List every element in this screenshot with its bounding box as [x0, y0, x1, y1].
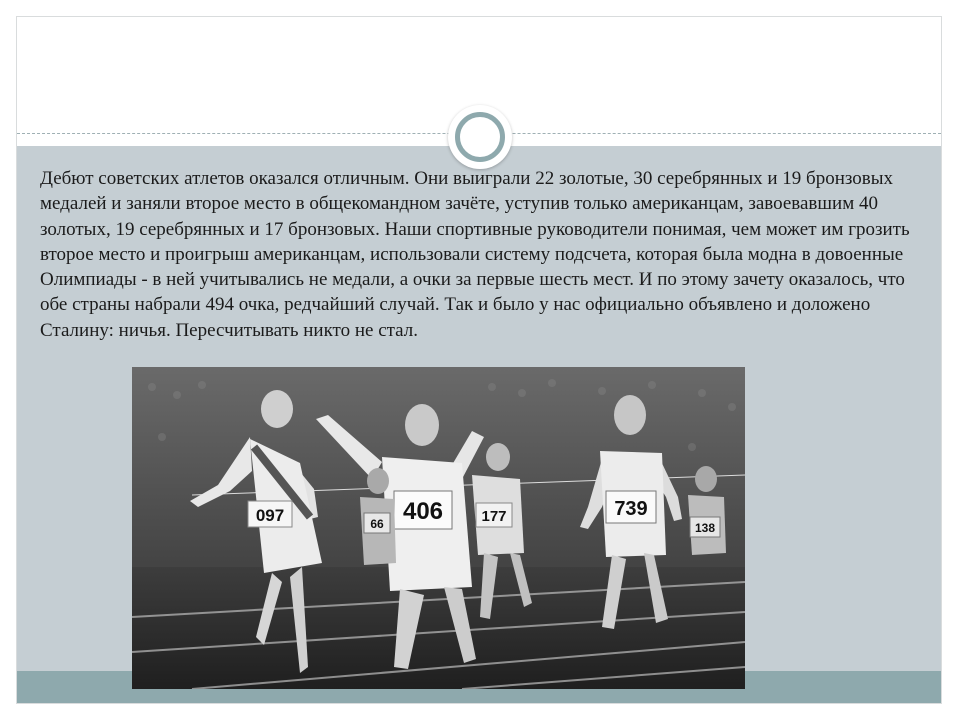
circle-ornament [448, 105, 512, 169]
race-finish-photo [132, 367, 745, 689]
bib-number: 739 [614, 498, 648, 520]
bib-number: 406 [402, 498, 444, 525]
bib-number: 097 [255, 506, 285, 525]
circle-ornament-ring [455, 112, 505, 162]
race-photo-illustration [132, 367, 745, 689]
bib-number: 138 [694, 521, 716, 535]
slide-body-text: Дебют советских атлетов оказался отличным. Они выиграли 22 золотые, 30 серебрянных и 19 бронзовых медалей и заняли второе место в общекомандном зачёте, уступив только американцам, завоевавшим 40 золотых, 19 серебрянных и 17 бронзовых. Наши спортивные руководители понимая, чем может им грозить второе место и проигрыш американцам, использовали систему подсчета, которая была модна в довоенные Олимпиады - в ней учитывались не медали, а очки за первые шесть мест. И по этому зачету оказалось, что обе страны набрали 494 очка, редчайший случай. Так и было у нас официально объявлено и доложено Сталину: ничья. Пересчитывать никто не стал. [40, 168, 910, 341]
bib-number: 66 [370, 517, 384, 531]
bib-number: 177 [481, 508, 507, 525]
